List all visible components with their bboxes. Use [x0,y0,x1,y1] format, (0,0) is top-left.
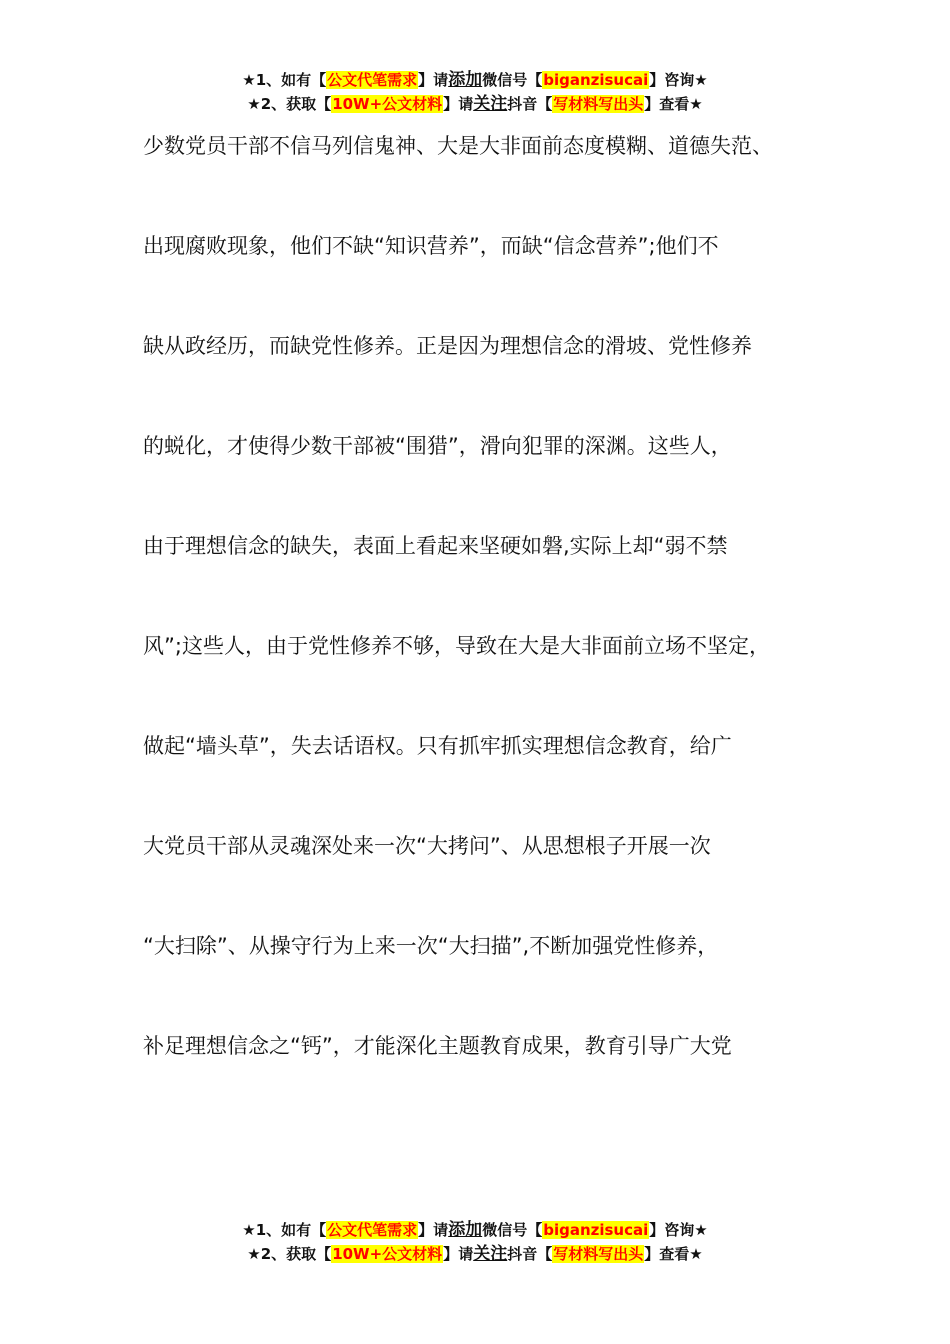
body-line: 少数党员干部不信马列信鬼神、大是大非面前态度模糊、道德失范、 [143,134,773,158]
footer-follow-emphasis: 关注 [473,1244,508,1264]
footer-wechat-id: biganzisucai [543,1221,649,1239]
footer-douyin-account: 写材料写出头 [553,1245,644,1263]
header-add-emphasis: 添加 [448,70,483,90]
footer-materials-highlight: 10W+公文材料 [332,1245,443,1263]
header-banner [0,68,950,116]
header-service-highlight: 公文代笔需求 [327,71,418,89]
header-wechat-id: biganzisucai [543,71,649,89]
footer-line-2-mid2: 抖音【 [507,1245,553,1263]
footer-line-1-mid1: 】请 [418,1221,449,1239]
footer-service-highlight: 公文代笔需求 [327,1221,418,1239]
body-line: 缺从政经历，而缺党性修养。正是因为理想信念的滑坡、党性修养 [143,334,752,358]
header-line-2 [0,92,950,116]
body-line: 补足理想信念之“钙”，才能深化主题教育成果，教育引导广大党 [143,1034,732,1058]
footer-banner [0,1218,950,1266]
body-line: 做起“墙头草”，失去话语权。只有抓牢抓实理想信念教育，给广 [143,734,732,758]
header-douyin-account: 写材料写出头 [553,95,644,113]
header-line-2-pre: ★2、获取【 [247,95,332,113]
header-line-1-pre: ★1、如有【 [242,71,327,89]
body-line: “大扫除”、从操守行为上来一次“大扫描”,不断加强党性修养， [143,934,719,958]
header-materials-highlight: 10W+公文材料 [332,95,443,113]
footer-line-2-mid1: 】请 [443,1245,474,1263]
footer-line-1-post: 】咨询★ [649,1221,708,1239]
header-line-1 [0,68,950,92]
footer-line-1-mid2: 微信号【 [482,1221,543,1239]
header-line-2-mid2: 抖音【 [507,95,553,113]
body-line: 由于理想信念的缺失，表面上看起来坚硬如磐,实际上却“弱不禁 [143,534,728,558]
document-body [143,128,833,1128]
footer-add-emphasis: 添加 [448,1220,483,1240]
header-line-2-mid1: 】请 [443,95,474,113]
footer-line-1 [0,1218,950,1242]
header-line-1-post: 】咨询★ [649,71,708,89]
body-line: 的蜕化，才使得少数干部被“围猎”，滑向犯罪的深渊。这些人， [143,434,732,458]
header-line-2-post: 】查看★ [644,95,703,113]
body-line: 出现腐败现象，他们不缺“知识营养”，而缺“信念营养”;他们不 [143,234,719,258]
header-follow-emphasis: 关注 [473,94,508,114]
body-line: 风”;这些人，由于党性修养不够，导致在大是大非面前立场不坚定， [143,634,770,658]
header-line-1-mid2: 微信号【 [482,71,543,89]
footer-line-2 [0,1242,950,1266]
footer-line-2-post: 】查看★ [644,1245,703,1263]
header-line-1-mid1: 】请 [418,71,449,89]
body-line: 大党员干部从灵魂深处来一次“大拷问”、从思想根子开展一次 [143,834,711,858]
footer-line-2-pre: ★2、获取【 [247,1245,332,1263]
footer-line-1-pre: ★1、如有【 [242,1221,327,1239]
